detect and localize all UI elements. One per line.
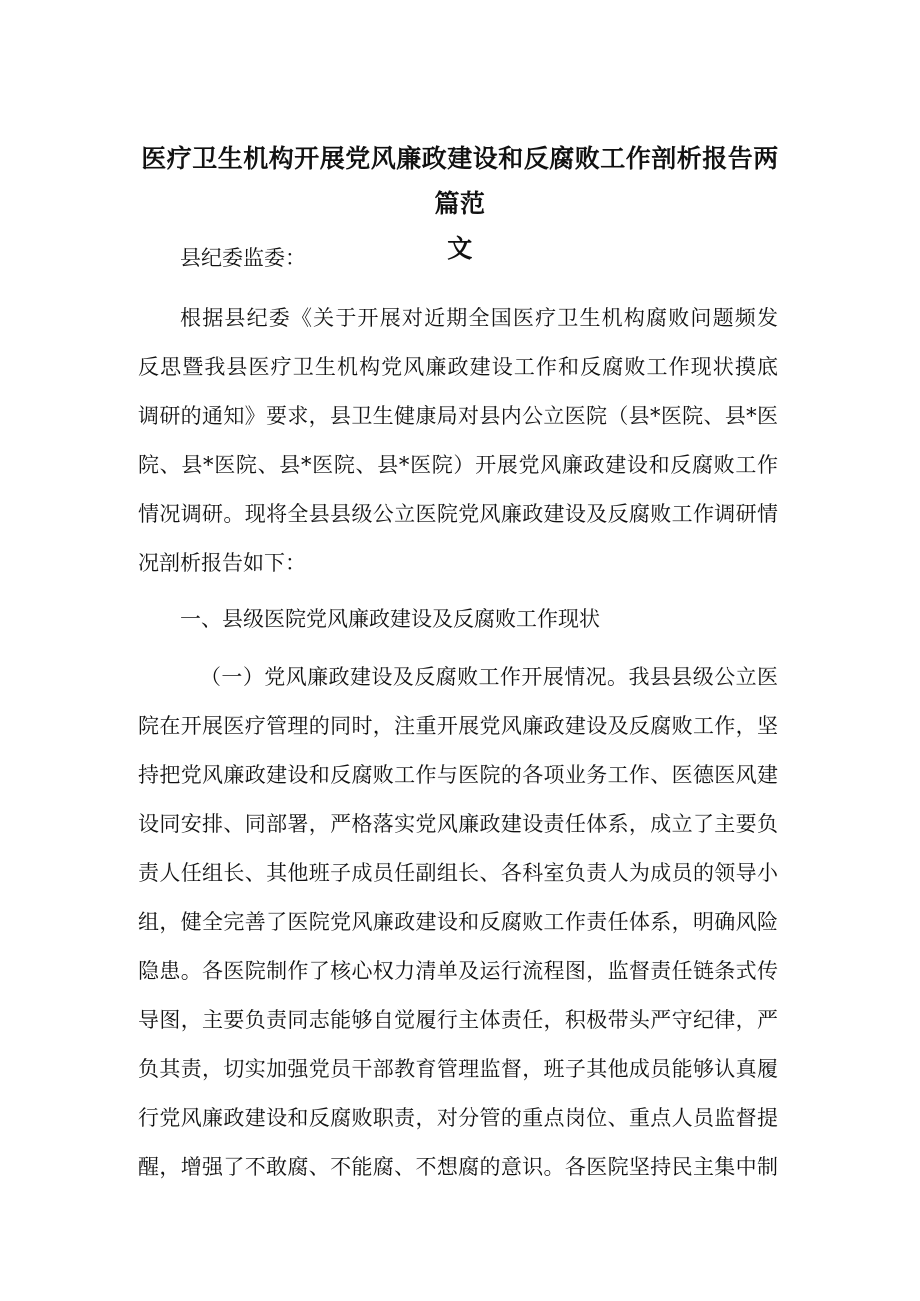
paragraph-1-line: 调研的通知》要求，县卫生健康局对县内公立医院（县*医院、县*医 bbox=[138, 404, 778, 428]
paragraph-2-line: （一）党风廉政建设及反腐败工作开展情况。我县县级公立医 bbox=[200, 665, 778, 689]
title-line-2: 文 bbox=[447, 234, 473, 263]
paragraph-2-line: 设同安排、同部署，严格落实党风廉政建设责任体系，成立了主要负 bbox=[138, 812, 778, 836]
paragraph-1-line: 情况调研。现将全县县级公立医院党风廉政建设及反腐败工作调研情 bbox=[138, 502, 778, 526]
paragraph-2-line: 行党风廉政建设和反腐败职责，对分管的重点岗位、重点人员监督提 bbox=[138, 1106, 778, 1130]
paragraph-1-line: 况剖析报告如下： bbox=[138, 551, 306, 575]
title-line-1: 医疗卫生机构开展党风廉政建设和反腐败工作剖析报告两篇范 bbox=[141, 144, 779, 218]
paragraph-1-line: 院、县*医院、县*医院、县*医院）开展党风廉政建设和反腐败工作 bbox=[138, 453, 778, 477]
paragraph-2-line: 组，健全完善了医院党风廉政建设和反腐败工作责任体系，明确风险 bbox=[138, 910, 778, 934]
paragraph-2-line: 负其责，切实加强党员干部教育管理监督，班子其他成员能够认真履 bbox=[138, 1057, 778, 1081]
paragraph-2-line: 持把党风廉政建设和反腐败工作与医院的各项业务工作、医德医风建 bbox=[138, 763, 778, 787]
section-1-heading: 一、县级医院党风廉政建设及反腐败工作现状 bbox=[180, 607, 600, 631]
paragraph-1-line: 反思暨我县医疗卫生机构党风廉政建设工作和反腐败工作现状摸底 bbox=[138, 355, 778, 379]
paragraph-2-line: 导图，主要负责同志能够自觉履行主体责任，积极带头严守纪律，严 bbox=[138, 1008, 778, 1032]
salutation: 县纪委监委： bbox=[180, 246, 306, 270]
paragraph-2-line: 隐患。各医院制作了核心权力清单及运行流程图，监督责任链条式传 bbox=[138, 959, 778, 983]
paragraph-2-line: 醒，增强了不敢腐、不能腐、不想腐的意识。各医院坚持民主集中制 bbox=[138, 1155, 778, 1179]
paragraph-2-line: 责人任组长、其他班子成员任副组长、各科室负责人为成员的领导小 bbox=[138, 861, 778, 885]
paragraph-2-line: 院在开展医疗管理的同时，注重开展党风廉政建设及反腐败工作，坚 bbox=[138, 714, 778, 738]
paragraph-1-line: 根据县纪委《关于开展对近期全国医疗卫生机构腐败问题频发 bbox=[180, 306, 778, 330]
